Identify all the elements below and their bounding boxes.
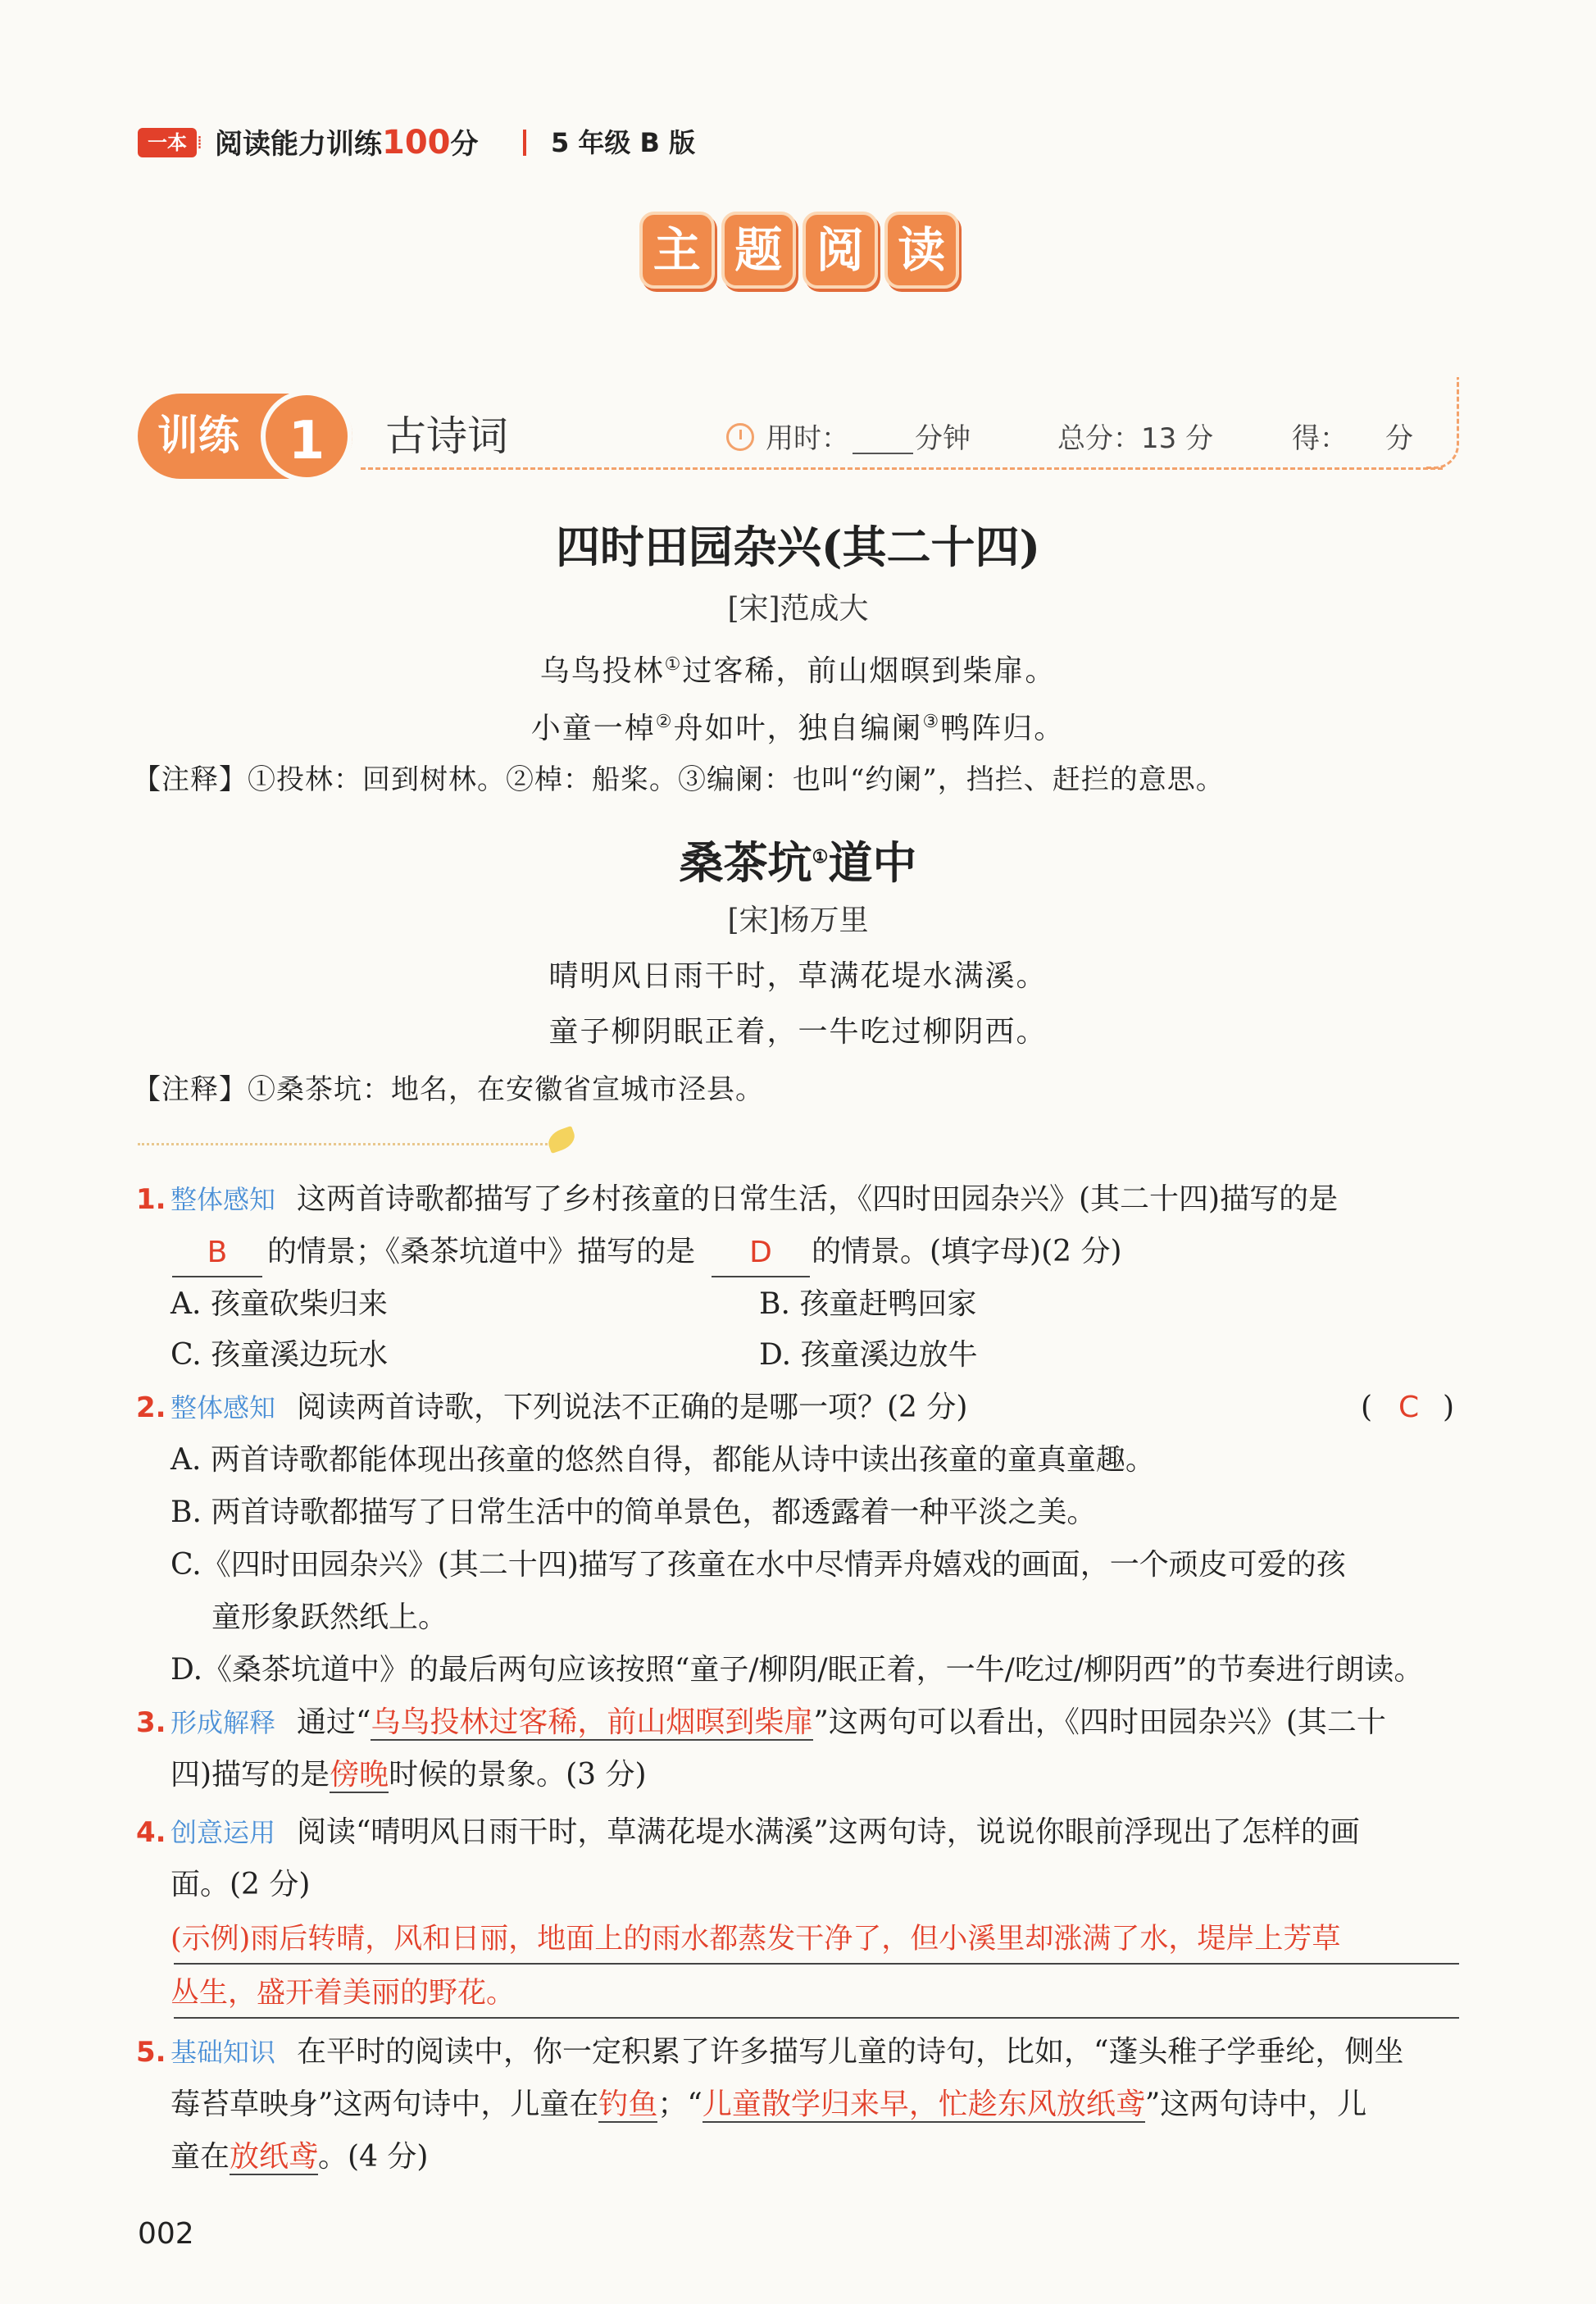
poem1-title: 四时田园杂兴(其二十四) (555, 521, 1041, 573)
poem1-line2-a: 小童一棹 (530, 712, 656, 745)
training-topic: 古诗词 (385, 412, 508, 460)
poem1-line2-sup2: ③ (922, 712, 941, 732)
poem2-title (0, 828, 1596, 891)
q5-text3b: 。(4 分) (318, 2140, 429, 2174)
q1-option-c: C. 孩童溪边玩水 (171, 1338, 389, 1372)
q4-answer-line2[interactable]: 丛生，盛开着美丽的野花。 (171, 1977, 516, 2010)
q2-option-a: A. 两首诗歌都能体现出孩童的悠然自得，都能从诗中读出孩童的童真童趣。 (171, 1443, 1155, 1477)
q5-text2c: ”这两句诗中，儿 (1144, 2088, 1367, 2121)
section-banner (639, 212, 959, 285)
header-title-score: 100 (382, 124, 451, 162)
time-unit: 分钟 (915, 422, 971, 455)
q5-answer1[interactable]: 钓鱼 (598, 2088, 658, 2121)
poem1-author: [宋]范成大 (727, 592, 869, 626)
page-number: 002 (138, 2217, 194, 2251)
header-title-prefix: 阅读能力训练 (215, 128, 382, 161)
q5-text2b: ；“ (657, 2088, 703, 2121)
section-char-4: 读 (884, 212, 960, 289)
poem2-author: [宋]杨万里 (727, 904, 869, 937)
q3-text-b: ”这两句可以看出，《四时田园杂兴》(其二十 (813, 1705, 1386, 1739)
time-label: 用时： (766, 422, 849, 455)
q1-text1: 这两首诗歌都描写了乡村孩童的日常生活，《四时田园杂兴》(其二十四)描写的是 (297, 1182, 1339, 1216)
q1-number: 1. (136, 1183, 166, 1216)
header-grade: 5 年级 B 版 (551, 127, 696, 158)
header-title (215, 123, 479, 162)
training-label: 训练 (157, 412, 239, 459)
poem1-line1-b: 过客稀，前山烟暝到柴扉。 (682, 654, 1057, 688)
section-char-1: 主 (639, 212, 715, 289)
q1-option-a: A. 孩童砍柴归来 (171, 1287, 388, 1321)
poem1-line2-c: 鸭阵归。 (940, 712, 1066, 745)
q3-quote-answer[interactable]: 乌鸟投林过客稀，前山烟暝到柴扉 (371, 1705, 814, 1739)
q4-number: 4. (136, 1816, 166, 1849)
q5-tag: 基础知识 (171, 2037, 276, 2068)
poem1-line2-b: 舟如叶，独自编阑 (673, 712, 923, 745)
brand-dots: ⁞ (197, 133, 202, 153)
score-label: 得： (1292, 422, 1348, 455)
header-title-suffix: 分 (450, 128, 479, 161)
poem1-note: 【注释】①投林：回到树林。②棹：船桨。③编阑：也叫“约阑”，挡拦、赶拦的意思。 (133, 763, 1225, 796)
q3-text (297, 1697, 1386, 1748)
q4-answer-rule1 (174, 1963, 1459, 1965)
q1-text2b: 的情景。(填字母)(2 分) (812, 1235, 1122, 1268)
q5-number: 5. (136, 2036, 166, 2069)
poem1-line2-sup1: ② (655, 712, 674, 732)
q5-text3a: 童在 (171, 2140, 230, 2174)
q3-text-d: 时候的景象。(3 分) (389, 1758, 647, 1792)
poem2-title-b: 道中 (828, 836, 917, 889)
q4-answer-line1[interactable]: (示例)雨后转晴，风和日丽，地面上的雨水都蒸发干净了，但小溪里却涨满了水，堤岸上芳草 (171, 1923, 1341, 1956)
score-unit: 分 (1385, 422, 1413, 455)
q1-text2a: 的情景；《桑茶坑道中》描写的是 (267, 1235, 696, 1268)
q5-answer3[interactable]: 放纸鸢 (230, 2140, 319, 2174)
strip-dashed-line (361, 467, 1443, 470)
q3-text-a: 通过“ (297, 1705, 371, 1739)
poem1-line2 (0, 702, 1596, 749)
leaf-icon (545, 1126, 578, 1154)
total-score: 总分：13 分 (1057, 422, 1214, 455)
header-separator (523, 130, 526, 156)
q4-tag: 创意运用 (171, 1817, 276, 1848)
q2-option-b: B. 两首诗歌都描写了日常生活中的简单景色，都透露着一种平淡之美。 (171, 1496, 1097, 1529)
poem2-note: 【注释】①桑茶坑：地名，在安徽省宣城市泾县。 (133, 1073, 764, 1106)
q2-paren-open: ( (1361, 1391, 1373, 1424)
q2-option-c-line1: C.《四时田园杂兴》(其二十四)描写了孩童在水中尽情弄舟嬉戏的画面，一个顽皮可爱的孩 (171, 1548, 1346, 1582)
brand-badge: 一本 (138, 128, 197, 157)
q4-answer-rule2 (174, 2017, 1459, 2019)
dotted-divider (138, 1143, 548, 1145)
q4-text2: 面。(2 分) (171, 1868, 311, 1901)
q1-answer1[interactable]: B (172, 1230, 262, 1277)
q2-paren-close: ) (1443, 1391, 1455, 1424)
q3-number: 3. (136, 1706, 166, 1739)
poem1-line1-a: 乌鸟投林 (539, 654, 665, 688)
q2-answer[interactable]: C (1398, 1391, 1420, 1424)
q5-text-line3 (171, 2132, 428, 2183)
q5-answer2[interactable]: 儿童散学归来早，忙趁东风放纸鸢 (702, 2088, 1145, 2121)
q2-option-c-line2: 童形象跃然纸上。 (211, 1601, 448, 1634)
q1-answer2[interactable]: D (712, 1230, 810, 1277)
clock-icon (726, 423, 754, 451)
poem2-line2: 童子柳阴眠正着，一牛吃过柳阴西。 (548, 1015, 1048, 1049)
q2-number: 2. (136, 1391, 166, 1424)
q2-text: 阅读两首诗歌，下列说法不正确的是哪一项？(2 分) (297, 1391, 968, 1424)
q4-text1: 阅读“晴明风日雨干时，草满花堤水满溪”这两句诗，说说你眼前浮现出了怎样的画 (297, 1815, 1360, 1849)
q5-text-line2 (171, 2079, 1366, 2130)
q1-tag: 整体感知 (171, 1184, 276, 1215)
poem1-line1-sup: ① (664, 654, 683, 675)
q3-tag: 形成解释 (171, 1707, 276, 1738)
q5-text1: 在平时的阅读中，你一定积累了许多描写儿童的诗句，比如，“蓬头稚子学垂纶，侧坐 (297, 2035, 1404, 2069)
time-blank[interactable] (853, 453, 913, 454)
q2-option-d: D.《桑茶坑道中》的最后两句应该按照“童子/柳阴/眠正着，一牛/吃过/柳阴西”的节奏进行朗读。 (171, 1653, 1424, 1687)
poem2-title-a: 桑茶坑 (679, 836, 812, 889)
strip-dashed-curve (1426, 377, 1459, 469)
q3-text-c: 四)描写的是 (171, 1758, 330, 1792)
poem1-line1 (0, 644, 1596, 692)
q3-answer[interactable]: 傍晚 (330, 1758, 389, 1792)
q5-text2a: 莓苔草映身”这两句诗中，儿童在 (171, 2088, 599, 2121)
poem2-title-sup: ① (812, 846, 829, 867)
q1-option-b: B. 孩童赶鸭回家 (759, 1287, 977, 1321)
section-char-3: 阅 (803, 212, 878, 289)
q3-text-line2 (171, 1750, 647, 1801)
q2-tag: 整体感知 (171, 1392, 276, 1423)
training-number: 1 (261, 390, 352, 482)
q1-option-d: D. 孩童溪边放牛 (759, 1338, 978, 1372)
poem2-line1: 晴明风日雨干时，草满花堤水满溪。 (548, 959, 1048, 993)
section-char-2: 题 (721, 212, 797, 289)
